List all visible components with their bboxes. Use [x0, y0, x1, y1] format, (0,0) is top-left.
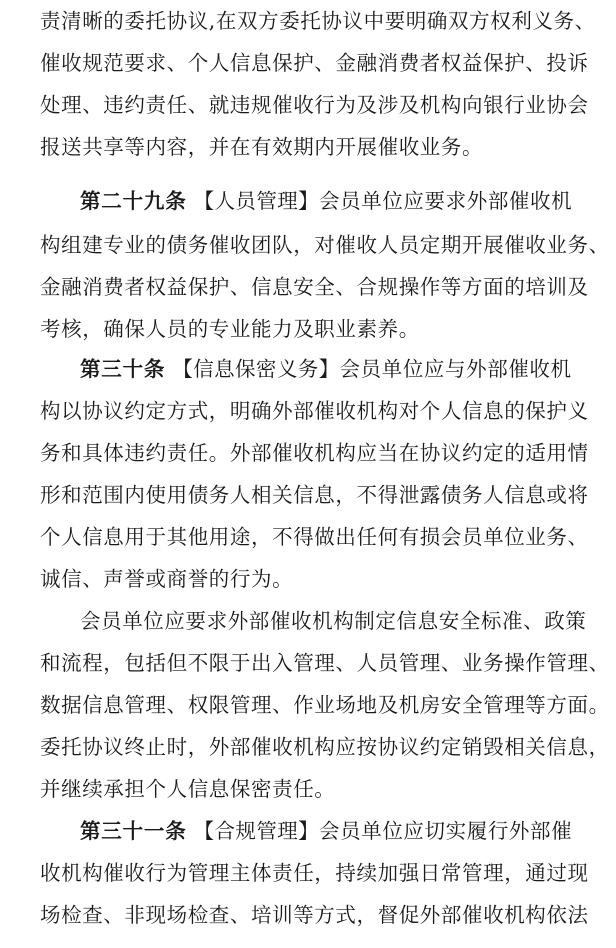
- article-29-first-line: [80, 182, 572, 220]
- text-line: 诚信、声誉或商誉的行为。: [40, 567, 294, 591]
- article-number: 第三十条: [80, 357, 166, 381]
- text-line: 构组建专业的债务催收团队，对催收人员定期开展催收业务、: [40, 233, 610, 257]
- text-line: 考核，确保人员的专业能力及职业素养。: [40, 317, 420, 341]
- text-line: 和流程，包括但不限于出入管理、人员管理、业务操作管理、: [40, 651, 610, 675]
- text-line: 务和具体违约责任。外部催收机构应当在协议约定的适用情: [40, 441, 589, 465]
- text-line: 委托协议终止时，外部催收机构应按协议约定销毁相关信息，: [40, 735, 610, 759]
- text-line: 场检查、非现场检查、培训等方式，督促外部催收机构依法: [40, 903, 589, 927]
- text-line: 报送共享等内容，并在有效期内开展催收业务。: [40, 135, 484, 159]
- text-line: 并继续承担个人信息保密责任。: [40, 777, 336, 801]
- article-title: 【合规管理】: [193, 819, 320, 843]
- text-line: 个人信息用于其他用途，不得做出任何有损会员单位业务、: [40, 525, 589, 549]
- article-text: 会员单位应与外部催收机: [339, 357, 572, 381]
- article-31-first-line: [80, 812, 572, 850]
- article-number: 第三十一条: [80, 819, 187, 843]
- article-number: 第二十九条: [80, 189, 187, 213]
- text-line: 收机构催收行为管理主体责任，持续加强日常管理，通过现: [40, 861, 589, 885]
- article-30-first-line: [80, 350, 572, 388]
- paragraph-first-line: 会员单位应要求外部催收机构制定信息安全标准、政策: [80, 609, 587, 633]
- text-line: 构以协议约定方式，明确外部催收机构对个人信息的保护义: [40, 399, 589, 423]
- text-line: 责清晰的委托协议,在双方委托协议中要明确双方权利义务、: [40, 9, 596, 33]
- text-line: 数据信息管理、权限管理、作业场地及机房安全管理等方面。: [40, 693, 610, 717]
- article-text: 会员单位应切实履行外部催: [319, 819, 573, 843]
- text-line: 形和范围内使用债务人相关信息，不得泄露债务人信息或将: [40, 483, 589, 507]
- text-line: 处理、违约责任、就违规催收行为及涉及机构向银行业协会: [40, 93, 589, 117]
- text-line: 金融消费者权益保护、信息安全、合规操作等方面的培训及: [40, 275, 589, 299]
- article-title: 【人员管理】: [193, 189, 320, 213]
- text-line: 催收规范要求、个人信息保护、金融消费者权益保护、投诉: [40, 51, 589, 75]
- article-title: 【信息保密义务】: [172, 357, 340, 381]
- article-text: 会员单位应要求外部催收机: [319, 189, 573, 213]
